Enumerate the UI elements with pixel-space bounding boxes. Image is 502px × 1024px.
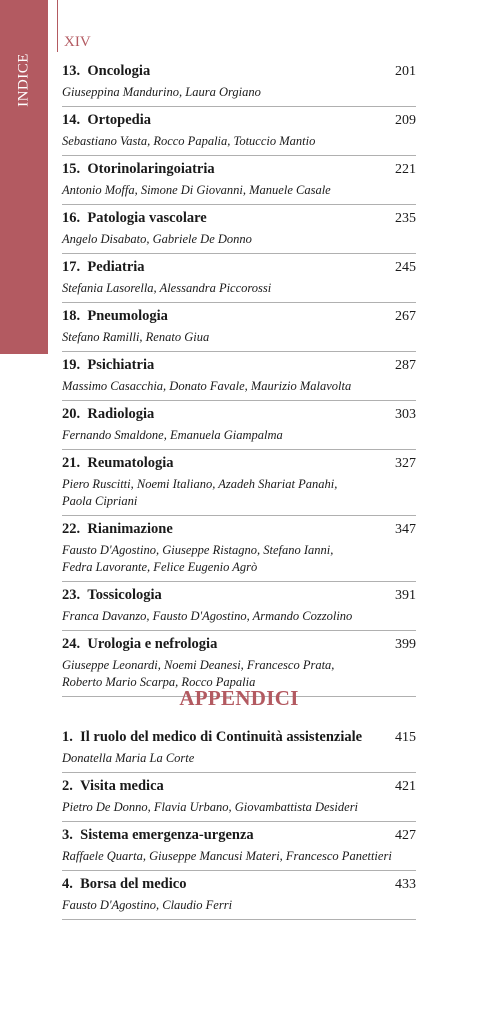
entry-number: 21. <box>62 455 81 471</box>
entry-authors <box>62 84 416 101</box>
entry-authors <box>62 378 416 395</box>
side-tab <box>0 0 48 354</box>
toc-entry[interactable] <box>62 773 416 822</box>
entry-title <box>62 405 154 423</box>
entry-number: 19. <box>62 357 81 373</box>
author-line: Fausto D'Agostino, Claudio Ferri <box>62 898 233 912</box>
entry-page-number: 433 <box>395 877 416 892</box>
toc-entry[interactable] <box>62 303 416 352</box>
entry-heading <box>62 635 416 654</box>
entry-number: 4. <box>62 876 73 892</box>
entry-heading <box>62 777 416 796</box>
entry-authors <box>62 848 416 865</box>
entry-title <box>62 586 162 604</box>
entry-authors <box>62 182 416 199</box>
entry-number: 14. <box>62 112 81 128</box>
header-rule <box>57 0 58 52</box>
author-line: Sebastiano Vasta, Rocco Papalia, Totuccio Mantio <box>62 134 316 148</box>
entry-heading <box>62 454 416 473</box>
entry-page-number: 287 <box>395 358 416 373</box>
entry-title <box>62 307 168 325</box>
entry-heading <box>62 520 416 539</box>
author-line: Raffaele Quarta, Giuseppe Mancusi Materi, Francesco Panettieri <box>62 849 392 863</box>
toc-entry[interactable] <box>62 822 416 871</box>
entry-heading <box>62 875 416 894</box>
entry-number: 1. <box>62 729 73 745</box>
entry-page-number: 421 <box>395 779 416 794</box>
entry-title <box>62 875 186 893</box>
entry-page-number: 201 <box>395 64 416 79</box>
entry-title-text: Pediatria <box>87 259 145 275</box>
toc-entry[interactable] <box>62 582 416 631</box>
entry-number: 15. <box>62 161 81 177</box>
entry-authors <box>62 280 416 297</box>
entry-number: 3. <box>62 827 73 843</box>
toc-entry[interactable] <box>62 516 416 582</box>
entry-title-text: Urologia e nefrologia <box>87 636 218 652</box>
entry-title <box>62 209 207 227</box>
entry-title-text: Il ruolo del medico di Continuità assistenziale <box>80 729 363 745</box>
toc-entry[interactable] <box>62 156 416 205</box>
author-line: Pietro De Donno, Flavia Urbano, Giovambattista Desideri <box>62 800 359 814</box>
toc-entry[interactable] <box>62 724 416 773</box>
entry-heading <box>62 826 416 845</box>
entry-page-number: 399 <box>395 637 416 652</box>
entry-authors <box>62 750 416 767</box>
toc-entry[interactable] <box>62 254 416 303</box>
entry-authors <box>62 608 416 625</box>
entry-number: 2. <box>62 778 73 794</box>
entry-title <box>62 777 164 795</box>
toc-entry[interactable] <box>62 352 416 401</box>
entry-heading <box>62 160 416 179</box>
entry-number: 24. <box>62 636 81 652</box>
entry-heading <box>62 307 416 326</box>
author-line: Donatella Maria La Corte <box>62 751 195 765</box>
author-line: Piero Ruscitti, Noemi Italiano, Azadeh Shariat Panahi, <box>62 477 338 491</box>
entry-title-text: Reumatologia <box>87 455 174 471</box>
entry-page-number: 209 <box>395 113 416 128</box>
toc-entry[interactable] <box>62 401 416 450</box>
entry-title-text: Borsa del medico <box>80 876 187 892</box>
entry-number: 16. <box>62 210 81 226</box>
entry-title-text: Patologia vascolare <box>87 210 207 226</box>
entry-heading <box>62 111 416 130</box>
entry-page-number: 245 <box>395 260 416 275</box>
entry-title-text: Pneumologia <box>87 308 168 324</box>
toc-entry[interactable] <box>62 107 416 156</box>
author-line: Antonio Moffa, Simone Di Giovanni, Manuele Casale <box>62 183 331 197</box>
toc-entry[interactable] <box>62 871 416 920</box>
entry-page-number: 221 <box>395 162 416 177</box>
entry-authors <box>62 799 416 816</box>
entry-title-text: Tossicologia <box>87 587 162 603</box>
entry-title <box>62 160 215 178</box>
entry-number: 18. <box>62 308 81 324</box>
entry-heading <box>62 258 416 277</box>
entry-title-text: Rianimazione <box>87 521 173 537</box>
entry-title <box>62 258 145 276</box>
entry-page-number: 267 <box>395 309 416 324</box>
side-tab-label: INDICE <box>15 53 32 107</box>
entry-title <box>62 454 174 472</box>
entry-authors <box>62 476 416 510</box>
toc-entry[interactable] <box>62 58 416 107</box>
author-line: Paola Cipriani <box>62 494 138 508</box>
entry-number: 22. <box>62 521 81 537</box>
entry-page-number: 415 <box>395 730 416 745</box>
toc-entry[interactable] <box>62 450 416 516</box>
entry-authors <box>62 427 416 444</box>
entry-heading <box>62 62 416 81</box>
entry-heading <box>62 405 416 424</box>
author-line: Fausto D'Agostino, Giuseppe Ristagno, Stefano Ianni, <box>62 543 334 557</box>
entry-page-number: 347 <box>395 522 416 537</box>
entry-title <box>62 635 217 653</box>
appendix-list <box>62 724 416 920</box>
entry-title <box>62 111 151 129</box>
entry-authors <box>62 897 416 914</box>
entry-heading <box>62 356 416 375</box>
entry-authors <box>62 133 416 150</box>
entry-number: 23. <box>62 587 81 603</box>
author-line: Massimo Casacchia, Donato Favale, Maurizio Malavolta <box>62 379 352 393</box>
author-line: Giuseppina Mandurino, Laura Orgiano <box>62 85 261 99</box>
author-line: Giuseppe Leonardi, Noemi Deanesi, Francesco Prata, <box>62 658 335 672</box>
author-line: Fernando Smaldone, Emanuela Giampalma <box>62 428 283 442</box>
entry-title-text: Oncologia <box>87 63 151 79</box>
entry-title <box>62 62 150 80</box>
author-line: Stefano Ramilli, Renato Giua <box>62 330 210 344</box>
entry-title <box>62 520 173 538</box>
entry-authors <box>62 231 416 248</box>
toc-entry[interactable] <box>62 205 416 254</box>
entry-number: 17. <box>62 259 81 275</box>
entry-page-number: 303 <box>395 407 416 422</box>
entry-page-number: 327 <box>395 456 416 471</box>
entry-authors <box>62 329 416 346</box>
entry-heading <box>62 586 416 605</box>
entry-title-text: Psichiatria <box>87 357 155 373</box>
entry-title-text: Ortopedia <box>87 112 152 128</box>
chapter-list <box>62 58 416 697</box>
entry-page-number: 391 <box>395 588 416 603</box>
entry-authors <box>62 542 416 576</box>
entry-heading <box>62 728 416 747</box>
entry-number: 13. <box>62 63 81 79</box>
entry-page-number: 235 <box>395 211 416 226</box>
entry-title <box>62 728 362 746</box>
entry-heading <box>62 209 416 228</box>
author-line: Fedra Lavorante, Felice Eugenio Agrò <box>62 560 258 574</box>
author-line: Stefania Lasorella, Alessandra Piccorossi <box>62 281 272 295</box>
entry-number: 20. <box>62 406 81 422</box>
entry-title-text: Sistema emergenza-urgenza <box>80 827 254 843</box>
entry-title-text: Otorinolaringoiatria <box>87 161 215 177</box>
entry-title <box>62 826 254 844</box>
page-number: XIV <box>64 34 91 50</box>
author-line: Roberto Mario Scarpa, Rocco Papalia <box>62 675 256 689</box>
entry-title-text: Radiologia <box>87 406 155 422</box>
entry-title-text: Visita medica <box>80 778 164 794</box>
author-line: Angelo Disabato, Gabriele De Donno <box>62 232 252 246</box>
appendix-heading: APPENDICI <box>179 686 299 710</box>
entry-title <box>62 356 154 374</box>
author-line: Franca Davanzo, Fausto D'Agostino, Armando Cozzolino <box>62 609 353 623</box>
entry-page-number: 427 <box>395 828 416 843</box>
